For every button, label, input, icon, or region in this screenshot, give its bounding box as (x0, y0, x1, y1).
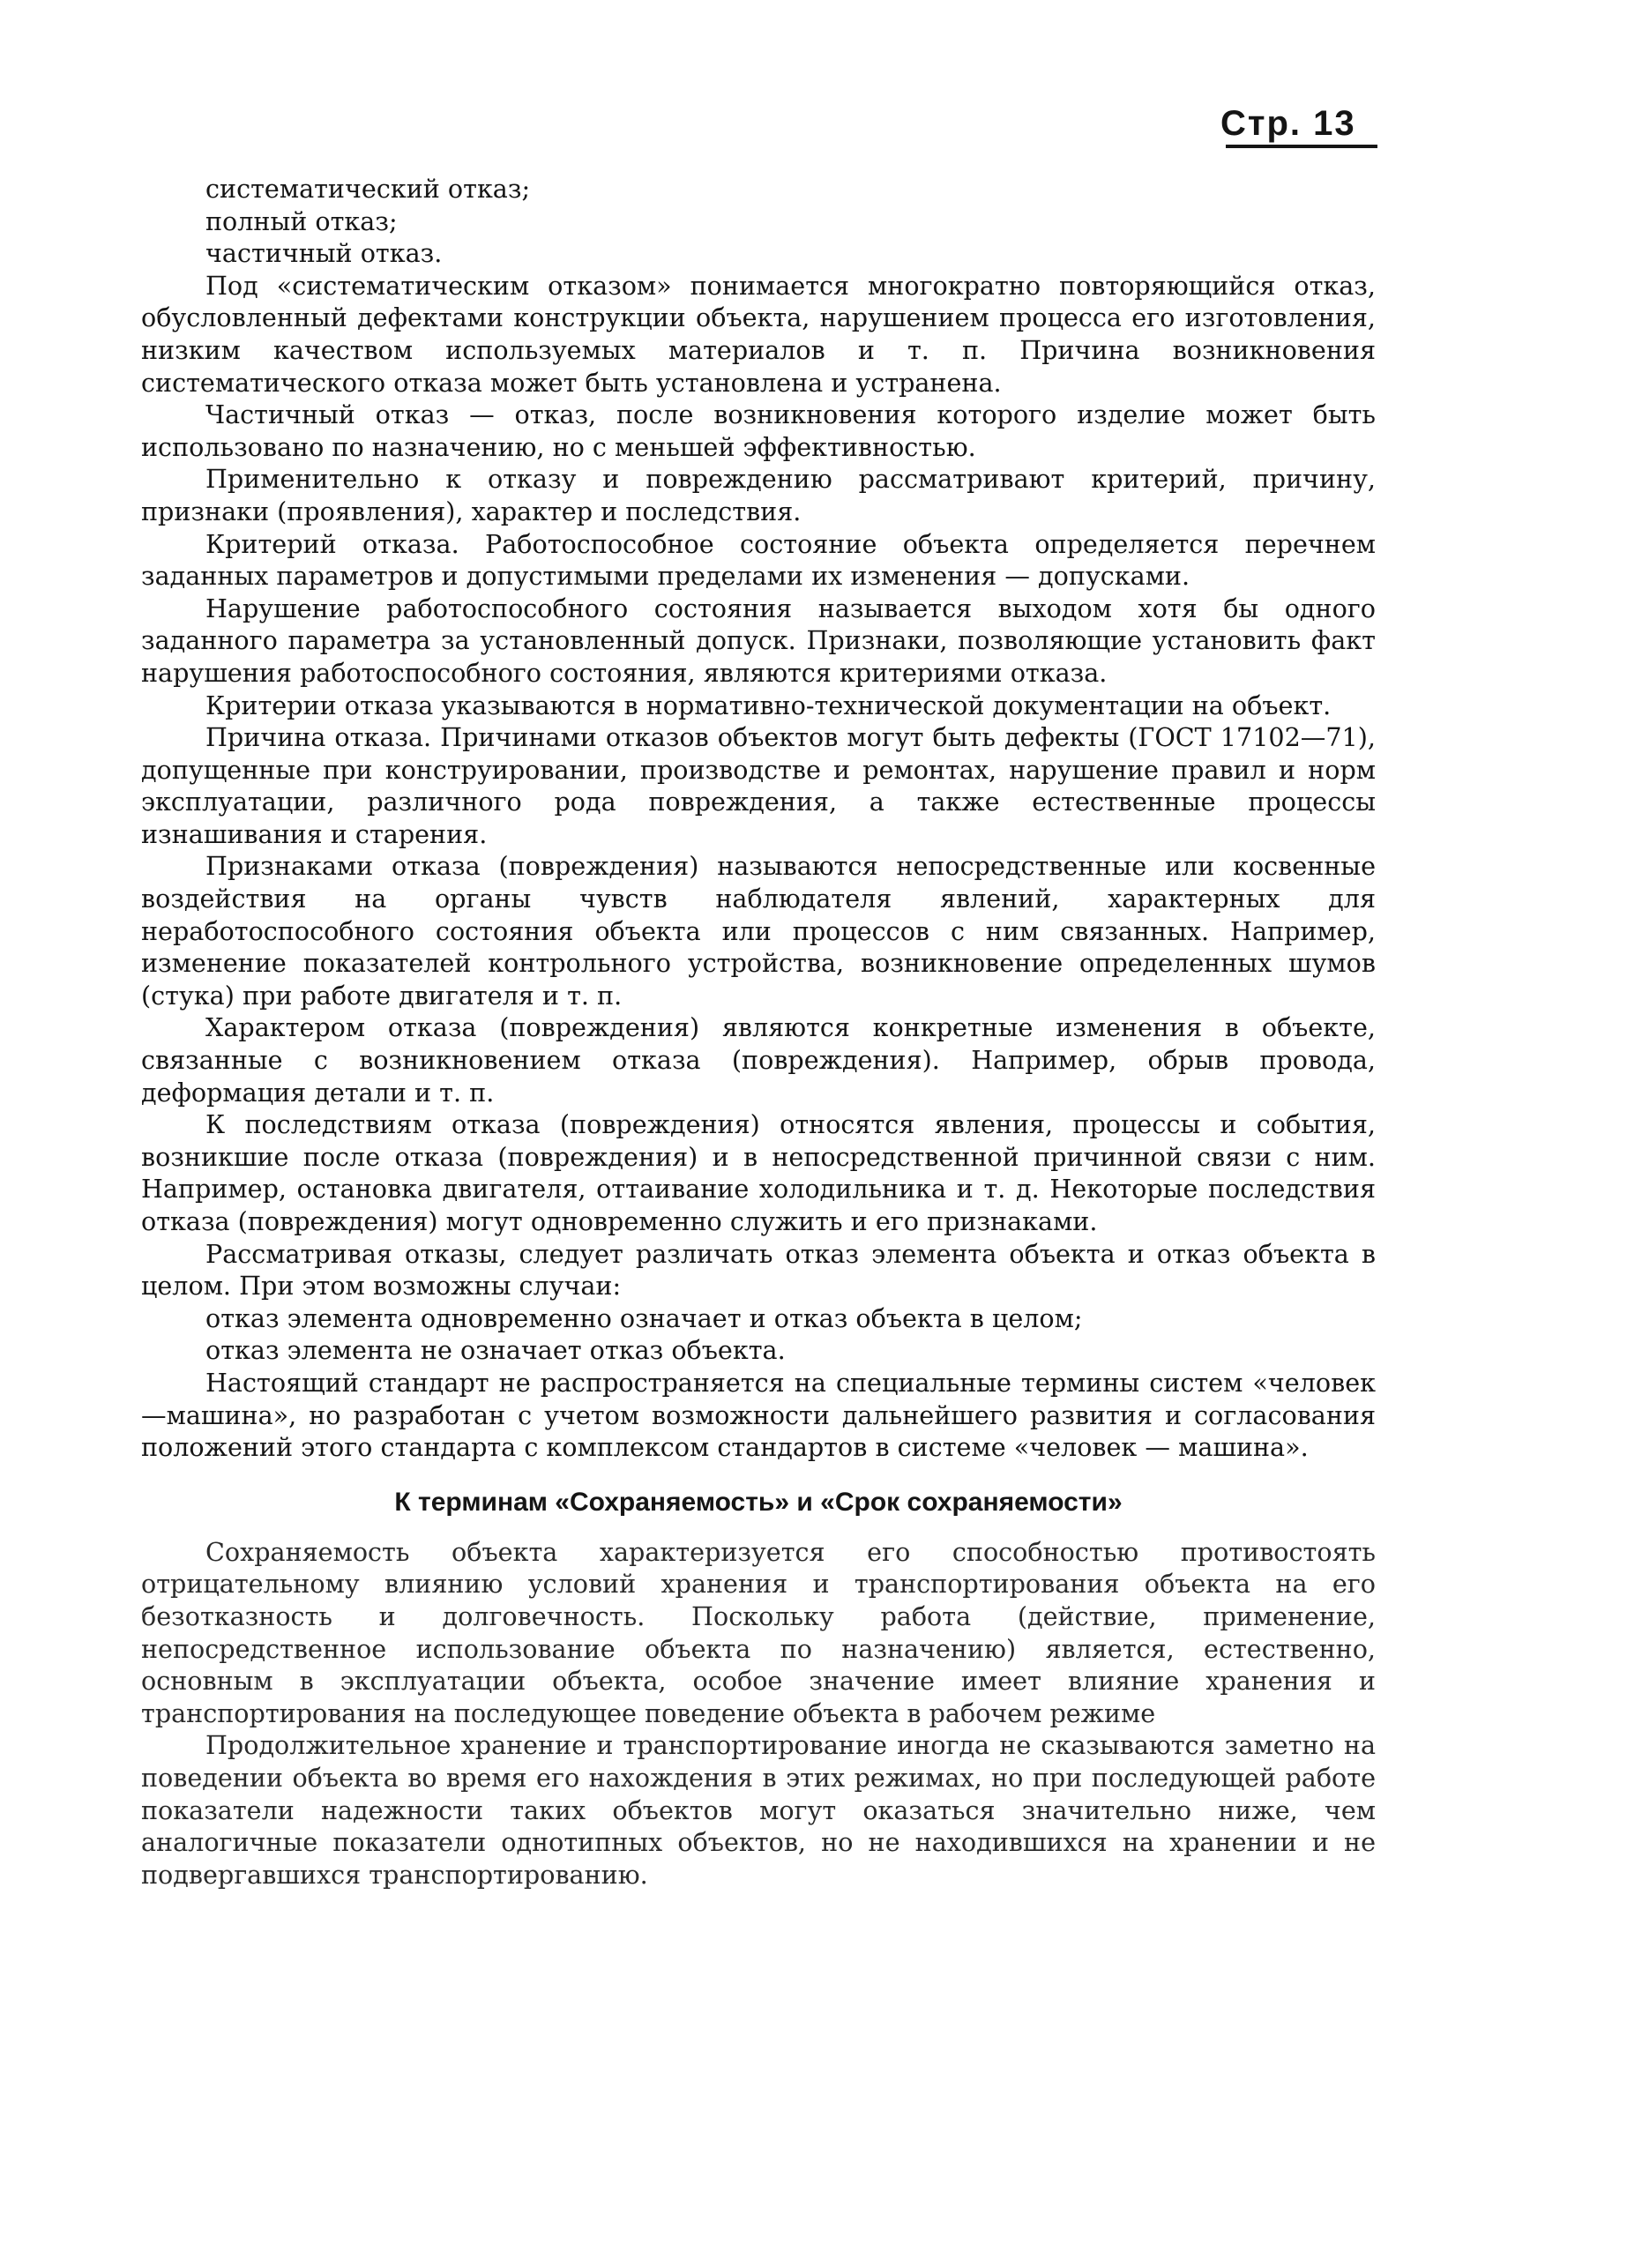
paragraph: Нарушение работоспособного состояния называется выходом хотя бы одного заданного параметра за установленный допуск. Признаки, позволяющие установить факт нарушения работоспособного состояния, являются критериями отказа. (141, 593, 1376, 688)
paragraph: Критерии отказа указываются в нормативно-технической документации на объект. (205, 690, 1332, 720)
section-heading: К терминам «Сохраняемость» и «Срок сохраняемости» (394, 1487, 1123, 1517)
paragraph: Продолжительное хранение и транспортирование иногда не сказываются заметно на поведении объекта во время его нахождения в этих режимах, но при последующей работе показатели надежности таких объектов могут оказаться значительно ниже, чем аналогичные показатели однотипных объектов, но не находившихся на хранении и не подвергавшихся транспортированию. (141, 1730, 1376, 1890)
page-number: Стр. 13 (1220, 104, 1356, 143)
list-item: частичный отказ. (205, 238, 443, 269)
page-number-underline (1226, 145, 1377, 148)
paragraph: Признаками отказа (повреждения) называются непосредственные или косвенные воздействия на органы чувств наблюдателя явлений, характерных для неработоспособного состояния объекта или процессов с ним связанных. Например, изменение показателей контрольного устройства, возникновение определенных шумов (стука) при работе двигателя и т. п. (141, 851, 1376, 1011)
paragraph: Причина отказа. Причинами отказов объектов могут быть дефекты (ГОСТ 17102—71), допущенные при конструировании, производстве и ремонтах, нарушение правил и норм эксплуатации, различного рода повреждения, а также естественные процессы изнашивания и старения. (141, 722, 1376, 849)
paragraph: Сохраняемость объекта характеризуется его способностью противостоять отрицательному влиянию условий хранения и транспортирования объекта на его безотказность и долговечность. Поскольку работа (действие, применение, непосредственное использование объекта по назначению) является, естественно, основным в эксплуатации объекта, особое значение имеет влияние хранения и транспортирования на последующее поведение объекта в рабочем режиме (141, 1536, 1376, 1728)
paragraph: Рассматривая отказы, следует различать отказ элемента объекта и отказ объекта в целом. При этом возможны случаи: (141, 1238, 1376, 1302)
paragraph: Настоящий стандарт не распространяется на специальные термины систем «человек—машина», но разработан с учетом возможности дальнейшего развития и согласования положений этого стандарта с комплексом стандартов в системе «человек — машина». (141, 1367, 1376, 1463)
document-body (141, 173, 1376, 1891)
paragraph: Под «систематическим отказом» понимается многократно повторяющийся отказ, обусловленный дефектами конструкции объекта, нарушением процесса его изготовления, низким качеством используемых материалов и т. п. Причина возникновения систематического отказа может быть установлена и устранена. (141, 270, 1376, 398)
list-item: полный отказ; (205, 205, 398, 236)
list-item: систематический отказ; (205, 174, 531, 204)
paragraph: К последствиям отказа (повреждения) относятся явления, процессы и события, возникшие после отказа (повреждения) и в непосредственной причинной связи с ним. Например, остановка двигателя, оттаивание холодильника и т. д. Некоторые последствия отказа (повреждения) могут одновременно служить и его признаками. (141, 1109, 1376, 1236)
paragraph: Критерий отказа. Работоспособное состояние объекта определяется перечнем заданных параметров и допустимыми пределами их изменения — допусками. (141, 528, 1376, 592)
paragraph: Применительно к отказу и повреждению рассматривают критерий, причину, признаки (проявления), характер и последствия. (141, 464, 1376, 526)
paragraph: Характером отказа (повреждения) являются конкретные изменения в объекте, связанные с возникновением отказа (повреждения). Например, обрыв провода, деформация детали и т. п. (141, 1012, 1376, 1108)
list-item: отказ элемента не означает отказ объекта. (205, 1335, 786, 1366)
list-item: отказ элемента одновременно означает и отказ объекта в целом; (205, 1302, 1083, 1333)
paragraph: Частичный отказ — отказ, после возникновения которого изделие может быть использовано по назначению, но с меньшей эффективностью. (141, 399, 1376, 462)
